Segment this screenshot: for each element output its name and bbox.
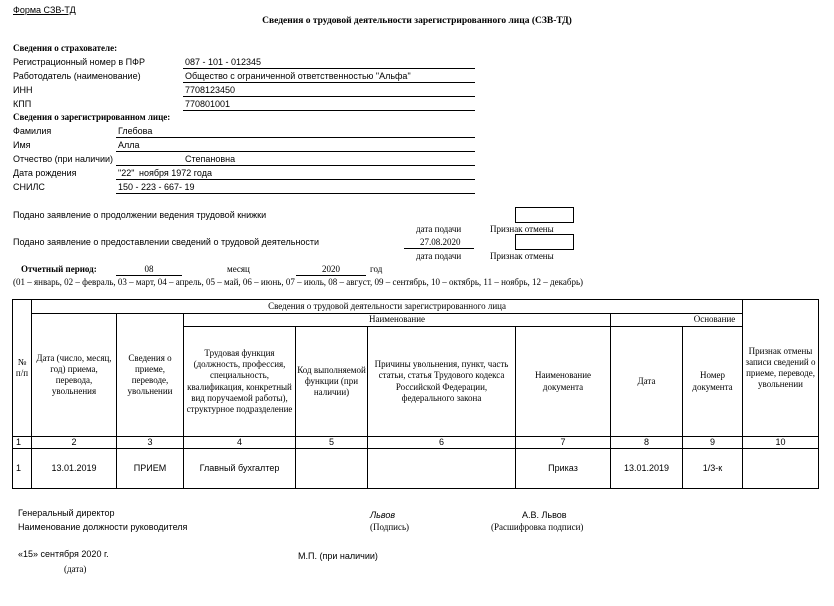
period-month-label: месяц	[227, 264, 250, 274]
patronymic-value: Степановна	[185, 154, 236, 164]
row-number: 1	[13, 449, 32, 489]
provide-info-text: Подано заявление о предоставлении сведений о трудовой деятельности	[13, 237, 320, 247]
row-doc-name: Приказ	[516, 449, 611, 489]
col-date-header: Дата (число, месяц, год) приема, перевода, увольнения	[32, 314, 117, 437]
employer-label: Работодатель (наименование)	[13, 71, 141, 81]
continue-cancel-box	[515, 207, 574, 223]
group-header: Сведения о трудовой деятельности зарегистрированного лица	[32, 300, 743, 314]
continue-book-text: Подано заявление о продолжении ведения трудовой книжки	[13, 210, 267, 220]
col-info-header: Сведения о приеме, переводе, увольнении	[117, 314, 184, 437]
name-value: Алла	[118, 140, 140, 150]
provide-date-value: 27.08.2020	[420, 237, 461, 247]
provide-date-label: дата подачи	[416, 251, 462, 261]
labor-activity-table	[12, 299, 819, 489]
manager-position: Генеральный директор	[18, 508, 115, 518]
signing-date-caption: (дата)	[64, 564, 87, 574]
row-code	[296, 449, 368, 489]
column-number: 8	[611, 437, 683, 449]
birth-label: Дата рождения	[13, 168, 77, 178]
person-heading: Сведения о зарегистрированном лице:	[13, 112, 171, 122]
inn-label: ИНН	[13, 85, 33, 95]
column-number: 9	[683, 437, 743, 449]
birth-month-year: ноября 1972 года	[139, 168, 212, 178]
kpp-value: 770801001	[185, 99, 231, 109]
period-month-value: 08	[144, 264, 154, 274]
reg-number-label: Регистрационный номер в ПФР	[13, 57, 145, 67]
row-reasons	[368, 449, 516, 489]
col-doc-number-header: Номер документа	[683, 327, 743, 437]
period-year-value: 2020	[322, 264, 340, 274]
column-numbers-row	[13, 437, 819, 449]
continue-date-label: дата подачи	[416, 224, 462, 234]
form-label: Форма СЗВ-ТД	[13, 5, 76, 15]
provide-cancel-box	[515, 234, 574, 250]
col-function-header: Трудовая функция (должность, профессия, специальность, квалификация, конкретный вид поручаемой работы), структурное подразделение	[184, 327, 296, 437]
inn-value: 7708123450	[185, 85, 236, 95]
row-function: Главный бухгалтер	[184, 449, 296, 489]
column-number: 10	[743, 437, 819, 449]
name-label: Имя	[13, 140, 31, 150]
signature-full-name-caption: (Расшифровка подписи)	[491, 522, 584, 532]
snils-label: СНИЛС	[13, 182, 45, 192]
row-cancel	[743, 449, 819, 489]
row-date: 13.01.2019	[32, 449, 117, 489]
column-number: 1	[13, 437, 32, 449]
row-doc-number: 1/3-к	[683, 449, 743, 489]
document-title: Сведения о трудовой деятельности зарегистрированного лица (СЗВ-ТД)	[262, 16, 572, 26]
column-number: 6	[368, 437, 516, 449]
period-legend: (01 – январь, 02 – февраль, 03 – март, 04 – апрель, 05 – май, 06 – июнь, 07 – июль, 08 – август, 09 – сентябрь, 10 – октябрь, 11 – ноябрь, 12 – декабрь)	[13, 277, 584, 287]
table-row	[13, 449, 819, 489]
column-number: 5	[296, 437, 368, 449]
surname-value: Глебова	[118, 126, 153, 136]
column-number: 3	[117, 437, 184, 449]
manager-position-caption: Наименование должности руководителя	[18, 522, 188, 532]
signature-caption: (Подпись)	[370, 522, 410, 532]
col-code-header: Код выполняемой функции (при наличии)	[296, 327, 368, 437]
col-cancel-header: Признак отмены записи сведений о приеме, переводе, увольнении	[743, 300, 819, 437]
basis-header: Основание	[611, 314, 819, 327]
provide-cancel-label: Признак отмены	[490, 251, 554, 261]
reg-number-value: 087 - 101 - 012345	[185, 57, 262, 67]
col-doc-date-header: Дата	[611, 327, 683, 437]
col-doc-name-header: Наименование документа	[516, 327, 611, 437]
row-info: ПРИЕМ	[117, 449, 184, 489]
insurer-heading: Сведения о страхователе:	[13, 43, 118, 53]
stamp-label: М.П. (при наличии)	[298, 551, 378, 561]
birth-day: "22"	[118, 168, 135, 178]
column-number: 2	[32, 437, 117, 449]
signature-full-name: А.В. Львов	[522, 510, 567, 520]
period-label: Отчетный период:	[21, 264, 97, 274]
continue-cancel-label: Признак отмены	[490, 224, 554, 234]
column-number: 4	[184, 437, 296, 449]
col-reasons-header: Причины увольнения, пункт, часть статьи, статья Трудового кодекса Российской Федерации, федерального закона	[368, 327, 516, 437]
period-year-label: год	[370, 264, 383, 274]
employer-value: Общество с ограниченной ответственностью "Альфа"	[185, 71, 411, 81]
patronymic-label: Отчество (при наличии)	[13, 154, 114, 164]
signature-value: Львов	[370, 510, 396, 520]
surname-label: Фамилия	[13, 126, 52, 136]
row-doc-date: 13.01.2019	[611, 449, 683, 489]
naming-header: Наименование	[184, 314, 611, 327]
snils-value: 150 - 223 - 667- 19	[118, 182, 195, 192]
kpp-label: КПП	[13, 99, 32, 109]
signing-date: «15» сентября 2020 г.	[18, 549, 109, 559]
col-number-header: № п/п	[13, 300, 32, 437]
column-number: 7	[516, 437, 611, 449]
